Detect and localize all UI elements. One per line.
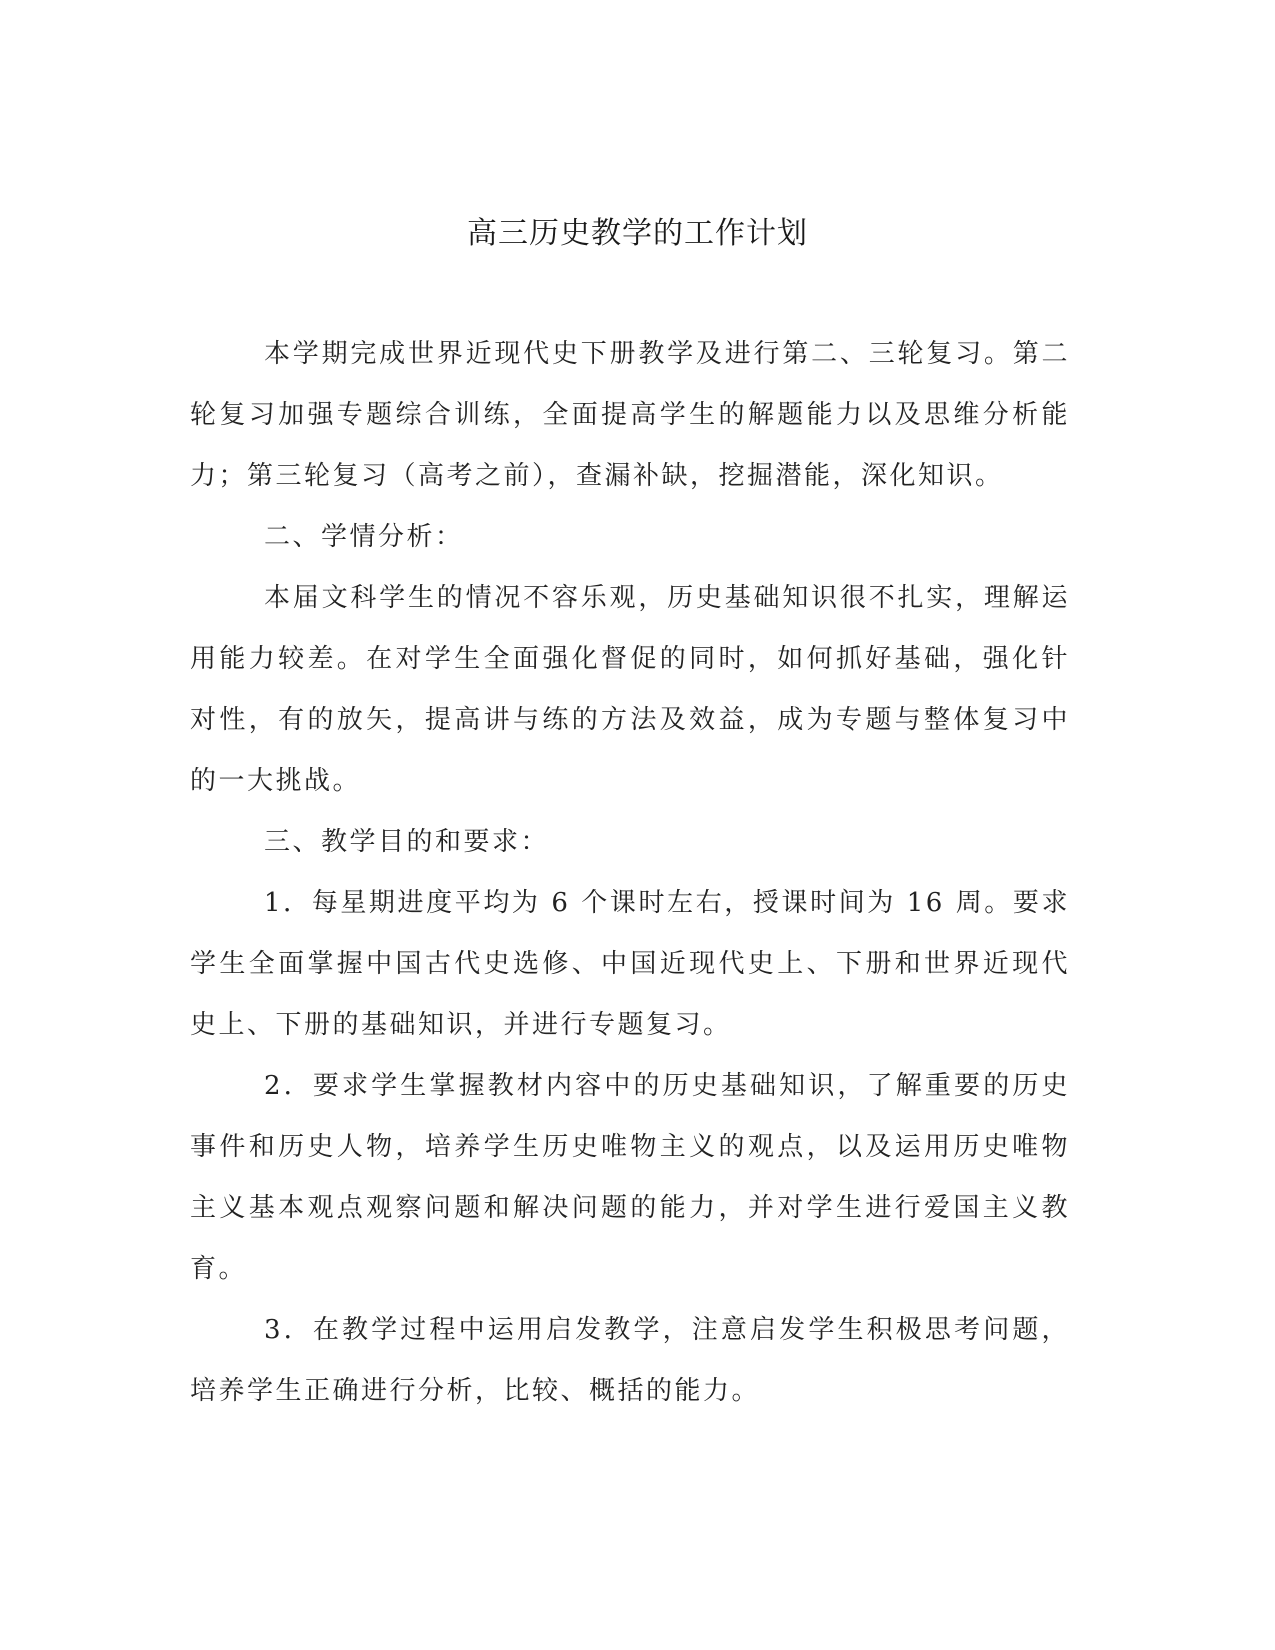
- list-item-goal-3: 3．在教学过程中运用启发教学，注意启发学生积极思考问题，培养学生正确进行分析，比较、概括的能力。: [190, 1315, 1070, 1406]
- document-body: [190, 324, 1070, 1422]
- list-item-goal-2: 2．要求学生掌握教材内容中的历史基础知识，了解重要的历史事件和历史人物，培养学生历史唯物主义的观点，以及运用历史唯物主义基本观点观察问题和解决问题的能力，并对学生进行爱国主义教育。: [190, 1071, 1070, 1284]
- list-item-goal-1: 1．每星期进度平均为 6 个课时左右，授课时间为 16 周。要求学生全面掌握中国古代史选修、中国近现代史上、下册和世界近现代史上、下册的基础知识，并进行专题复习。: [190, 888, 1070, 1040]
- document-title: 高三历史教学的工作计划: [467, 216, 808, 251]
- paragraph-intro: 本学期完成世界近现代史下册教学及进行第二、三轮复习。第二轮复习加强专题综合训练，全面提高学生的解题能力以及思维分析能力；第三轮复习（高考之前），查漏补缺，挖掘潜能，深化知识。: [190, 339, 1070, 491]
- paragraph-learning-analysis: 本届文科学生的情况不容乐观，历史基础知识很不扎实，理解运用能力较差。在对学生全面强化督促的同时，如何抓好基础，强化针对性，有的放矢，提高讲与练的方法及效益，成为专题与整体复习中的一大挑战。: [190, 583, 1070, 796]
- section-heading-goals: 三、教学目的和要求：: [264, 827, 550, 857]
- section-heading-learning-analysis: 二、学情分析：: [264, 522, 464, 552]
